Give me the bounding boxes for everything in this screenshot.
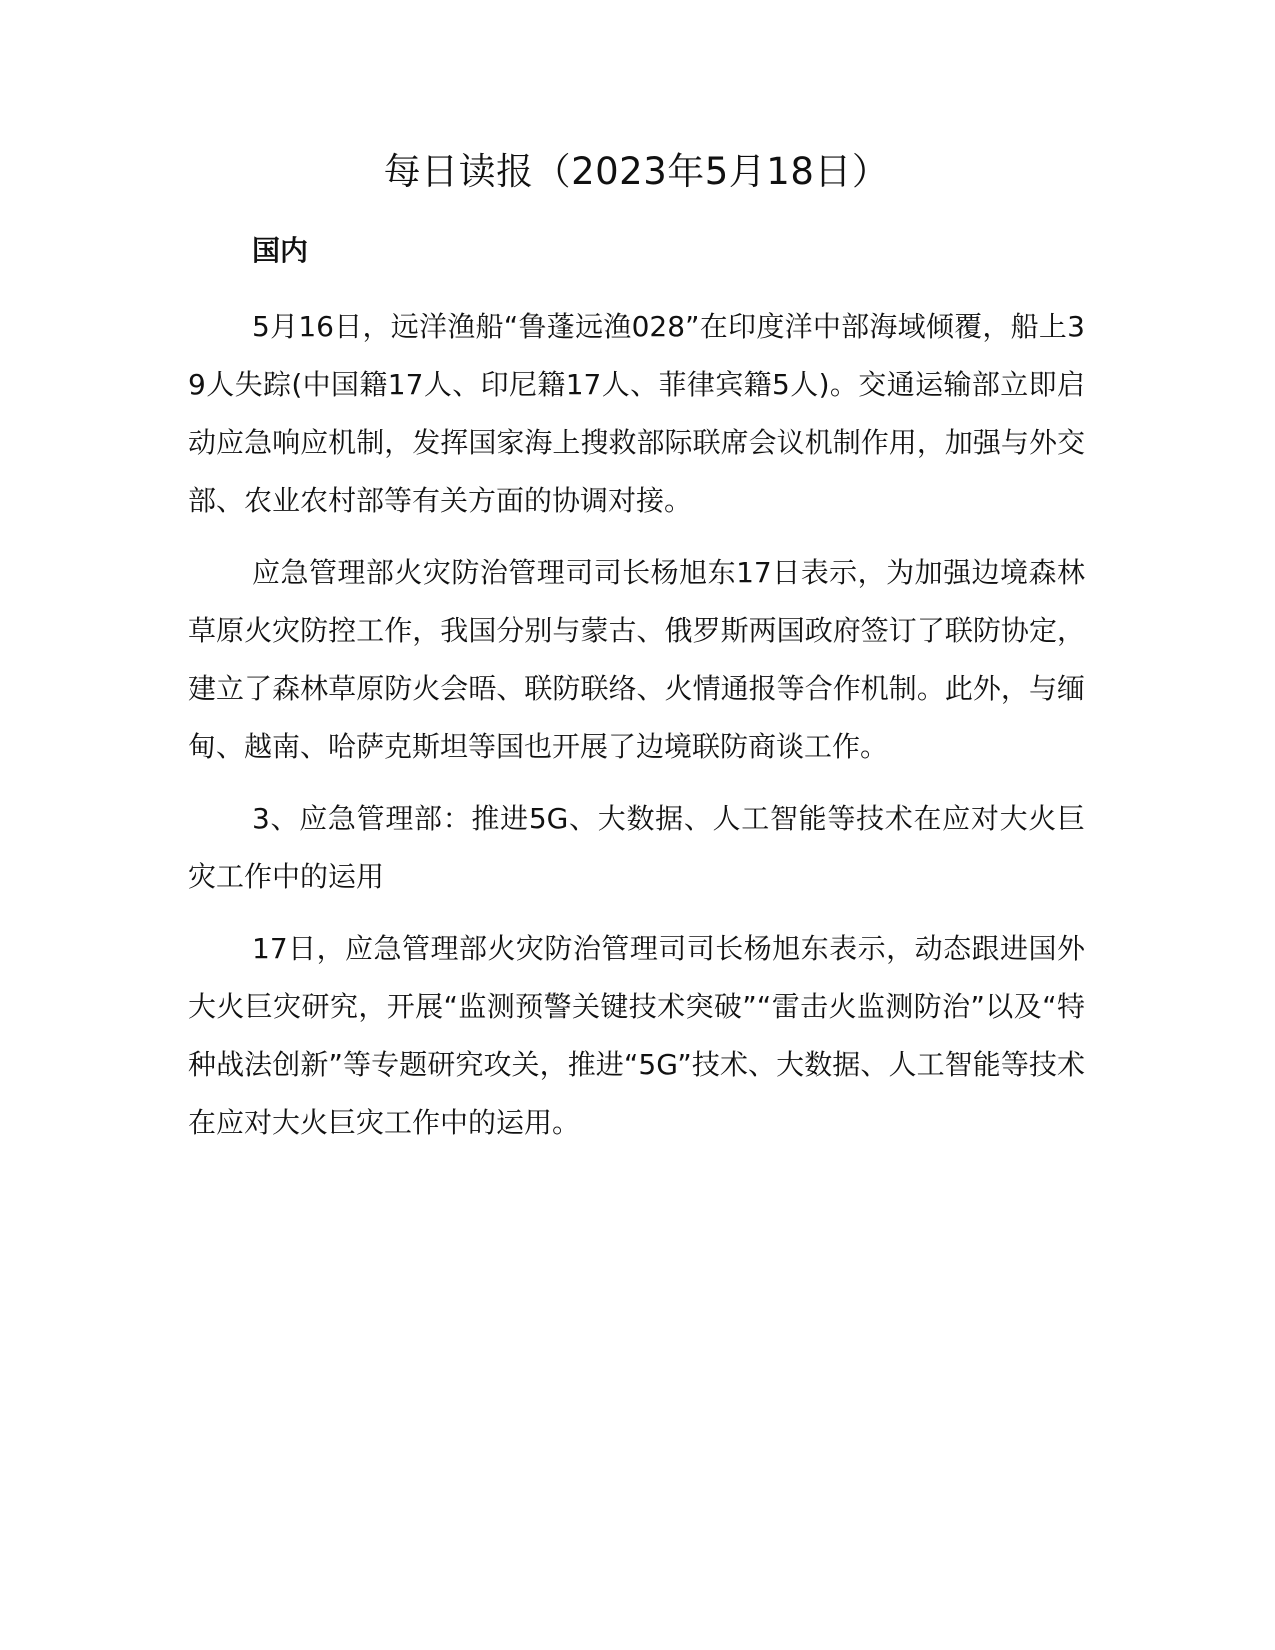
section-heading-domestic: 国内 [252,234,309,268]
paragraph-technology-research: 17日，应急管理部火灾防治管理司司长杨旭东表示，动态跟进国外大火巨灾研究，开展“监测预警关键技术突破”“雷击火监测防治”以及“特种战法创新”等专题研究攻关，推进“5G”技术、大数据、人工智能等技术在应对大火巨灾工作中的运用。 [188,932,1085,1140]
paragraph-headline-technology: 3、应急管理部：推进5G、大数据、人工智能等技术在应对大火巨灾工作中的运用 [188,802,1085,894]
page-title: 每日读报（2023年5月18日） [383,150,890,193]
paragraph-fishing-vessel: 5月16日，远洋渔船“鲁蓬远渔028”在印度洋中部海域倾覆，船上39人失踪(中国籍17人、印尼籍17人、菲律宾籍5人)。交通运输部立即启动应急响应机制，发挥国家海上搜救部际联席会议机制作用，加强与外交部、农业农村部等有关方面的协调对接。 [188,310,1085,518]
paragraph-border-fire-prevention: 应急管理部火灾防治管理司司长杨旭东17日表示，为加强边境森林草原火灾防控工作，我国分别与蒙古、俄罗斯两国政府签订了联防协定，建立了森林草原防火会晤、联防联络、火情通报等合作机制。此外，与缅甸、越南、哈萨克斯坦等国也开展了边境联防商谈工作。 [188,556,1085,764]
